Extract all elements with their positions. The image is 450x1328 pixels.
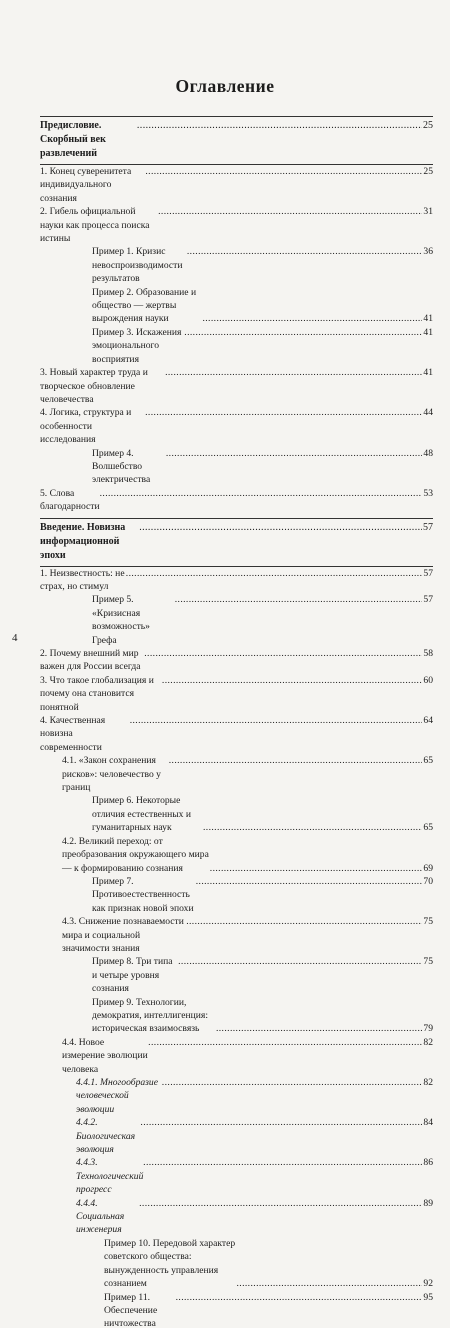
toc-entry[interactable]: [40, 487, 433, 514]
dot-leader: [176, 1291, 423, 1304]
toc-entry[interactable]: [40, 1291, 433, 1328]
dot-leader: [145, 406, 422, 419]
dot-leader: [126, 567, 423, 580]
toc-entry[interactable]: [40, 245, 433, 285]
toc-entry-page: 53: [422, 487, 433, 500]
toc-entry-title: 4.4.4. Социальная инженерия: [76, 1197, 139, 1237]
toc-entry[interactable]: [40, 1076, 433, 1116]
toc-entry-title: 4.4.1. Многообразие человеческой эволюции: [76, 1076, 162, 1116]
toc-entry-page: 57: [422, 521, 433, 535]
toc-entry-page: 31: [422, 205, 433, 218]
dot-leader: [187, 245, 423, 258]
toc-entry-page: 58: [422, 647, 433, 660]
toc-entry[interactable]: [40, 1156, 433, 1196]
page-number: 4: [12, 632, 18, 644]
dot-leader: [184, 326, 422, 339]
toc-entry[interactable]: [40, 835, 433, 875]
toc-entry-title: 4.3. Снижение познаваемости мира и социальной значимости знания: [62, 915, 186, 955]
toc-entry-page: 64: [422, 714, 433, 727]
toc-entry-title: Пример 3. Искажения эмоционального восприятия: [92, 326, 184, 366]
toc-list: [40, 117, 433, 1328]
toc-entry-page: 75: [422, 915, 433, 928]
toc-entry[interactable]: [40, 647, 433, 674]
toc-entry-page: 69: [422, 862, 433, 875]
toc-entry-title: Пример 9. Технологии, демократия, интеллигенция: историческая взаимосвязь: [92, 996, 216, 1036]
toc-entry-title: 3. Что такое глобализация и почему она становится понятной: [40, 674, 162, 714]
toc-entry[interactable]: [40, 406, 433, 446]
toc-entry[interactable]: [40, 794, 433, 834]
toc-entry-page: 41: [422, 312, 433, 325]
dot-leader: [162, 674, 423, 687]
dot-leader: [166, 447, 423, 460]
toc-entry-title: 5. Слова благодарности: [40, 487, 100, 514]
toc-entry-page: 84: [422, 1116, 433, 1129]
toc-entry[interactable]: [40, 915, 433, 955]
toc-entry[interactable]: [40, 955, 433, 995]
toc-entry-title: 4.1. «Закон сохранения рисков»: человечество у границ: [62, 754, 169, 794]
toc-entry-title: 4.4. Новое измерение эволюции человека: [62, 1036, 148, 1076]
toc-entry-title: Пример 10. Передовой характер советского общества: вынужденность управления сознанием: [104, 1237, 236, 1291]
toc-entry-title: Пример 11. Обеспечение ничтожества: [104, 1291, 176, 1328]
toc-entry-page: 36: [422, 245, 433, 258]
toc-entry-page: 82: [422, 1036, 433, 1049]
toc-entry[interactable]: [40, 1197, 433, 1237]
dot-leader: [202, 312, 422, 325]
dot-leader: [143, 1156, 422, 1169]
toc-entry-title: 2. Гибель официальной науки как процесса поиска истины: [40, 205, 158, 245]
dot-leader: [178, 955, 422, 968]
toc-entry-page: 41: [422, 366, 433, 379]
toc-entry[interactable]: [40, 593, 433, 647]
toc-entry-page: 79: [422, 1022, 433, 1035]
toc-entry[interactable]: [40, 1036, 433, 1076]
dot-leader: [148, 1036, 422, 1049]
toc-entry[interactable]: [40, 165, 433, 205]
toc-entry[interactable]: [40, 447, 433, 487]
toc-entry-title: Введение. Новизна информационной эпохи: [40, 521, 139, 563]
dot-leader: [216, 1022, 422, 1035]
toc-entry[interactable]: [40, 1237, 433, 1291]
toc-entry-page: 44: [422, 406, 433, 419]
toc-entry-page: 65: [422, 754, 433, 767]
toc-entry[interactable]: [40, 754, 433, 794]
toc-entry[interactable]: [40, 519, 433, 566]
toc-entry-page: 57: [422, 593, 433, 606]
toc-entry[interactable]: [40, 366, 433, 406]
dot-leader: [196, 875, 423, 888]
toc-entry-page: 92: [422, 1277, 433, 1290]
toc-entry-page: 25: [422, 165, 433, 178]
toc-entry-title: 4.2. Великий переход: от преобразования окружающего мира — к формированию сознания: [62, 835, 210, 875]
dot-leader: [100, 487, 423, 500]
toc-entry-page: 89: [422, 1197, 433, 1210]
toc-entry-title: 2. Почему внешний мир важен для России всегда: [40, 647, 144, 674]
toc-entry-page: 41: [422, 326, 433, 339]
dot-leader: [165, 366, 422, 379]
page-title: Оглавление: [0, 76, 450, 97]
toc-entry-title: 4.4.2. Биологическая эволюция: [76, 1116, 141, 1156]
dot-leader: [175, 593, 423, 606]
toc-entry-page: 70: [422, 875, 433, 888]
toc-entry[interactable]: [40, 996, 433, 1036]
toc-entry-page: 60: [422, 674, 433, 687]
toc-entry[interactable]: [40, 875, 433, 915]
toc-entry-title: 4.4.3. Технологический прогресс: [76, 1156, 143, 1196]
toc-entry[interactable]: [40, 567, 433, 594]
toc-entry-title: 1. Неизвестность: не страх, но стимул: [40, 567, 126, 594]
toc-entry-page: 48: [422, 447, 433, 460]
dot-leader: [130, 714, 423, 727]
toc-entry[interactable]: [40, 1116, 433, 1156]
toc-entry-page: 65: [422, 821, 433, 834]
toc-entry[interactable]: [40, 117, 433, 164]
dot-leader: [144, 647, 422, 660]
dot-leader: [236, 1277, 422, 1290]
dot-leader: [203, 821, 422, 834]
toc-entry-page: 57: [422, 567, 433, 580]
toc-entry[interactable]: [40, 326, 433, 366]
dot-leader: [158, 205, 422, 218]
toc-entry-title: Пример 4. Волшебство электричества: [92, 447, 166, 487]
toc-entry-title: 4. Логика, структура и особенности исследования: [40, 406, 145, 446]
toc-entry-title: Пример 6. Некоторые отличия естественных и гуманитарных наук: [92, 794, 203, 834]
toc-entry-page: 82: [422, 1076, 433, 1089]
dot-leader: [210, 862, 423, 875]
toc-entry-title: Пример 1. Кризис невоспроизводимости результатов: [92, 245, 187, 285]
toc-entry-page: 86: [422, 1156, 433, 1169]
toc-entry-page: 95: [422, 1291, 433, 1304]
dot-leader: [137, 119, 422, 133]
toc-entry-page: 75: [422, 955, 433, 968]
toc-entry-title: Пример 8. Три типа и четыре уровня сознания: [92, 955, 178, 995]
dot-leader: [139, 1197, 422, 1210]
dot-leader: [139, 521, 422, 535]
dot-leader: [145, 165, 422, 178]
toc-entry-title: Предисловие. Скорбный век развлечений: [40, 119, 137, 161]
toc-entry-page: 25: [422, 119, 433, 133]
toc-entry-title: Пример 2. Образование и общество — жертвы вырождения науки: [92, 286, 202, 326]
toc-entry-title: 4. Качественная новизна современности: [40, 714, 130, 754]
toc-entry-title: 1. Конец суверенитета индивидуального сознания: [40, 165, 145, 205]
toc-entry-title: 3. Новый характер труда и творческое обновление человечества: [40, 366, 165, 406]
dot-leader: [162, 1076, 422, 1089]
toc-entry[interactable]: [40, 674, 433, 714]
toc-entry[interactable]: [40, 714, 433, 754]
toc-entry[interactable]: [40, 286, 433, 326]
dot-leader: [169, 754, 423, 767]
toc-entry[interactable]: [40, 205, 433, 245]
dot-leader: [141, 1116, 423, 1129]
dot-leader: [186, 915, 422, 928]
table-of-contents: [40, 116, 433, 1328]
toc-entry-title: Пример 7. Противоестественность как признак новой эпохи: [92, 875, 196, 915]
toc-entry-title: Пример 5. «Кризисная возможность» Грефа: [92, 593, 175, 647]
